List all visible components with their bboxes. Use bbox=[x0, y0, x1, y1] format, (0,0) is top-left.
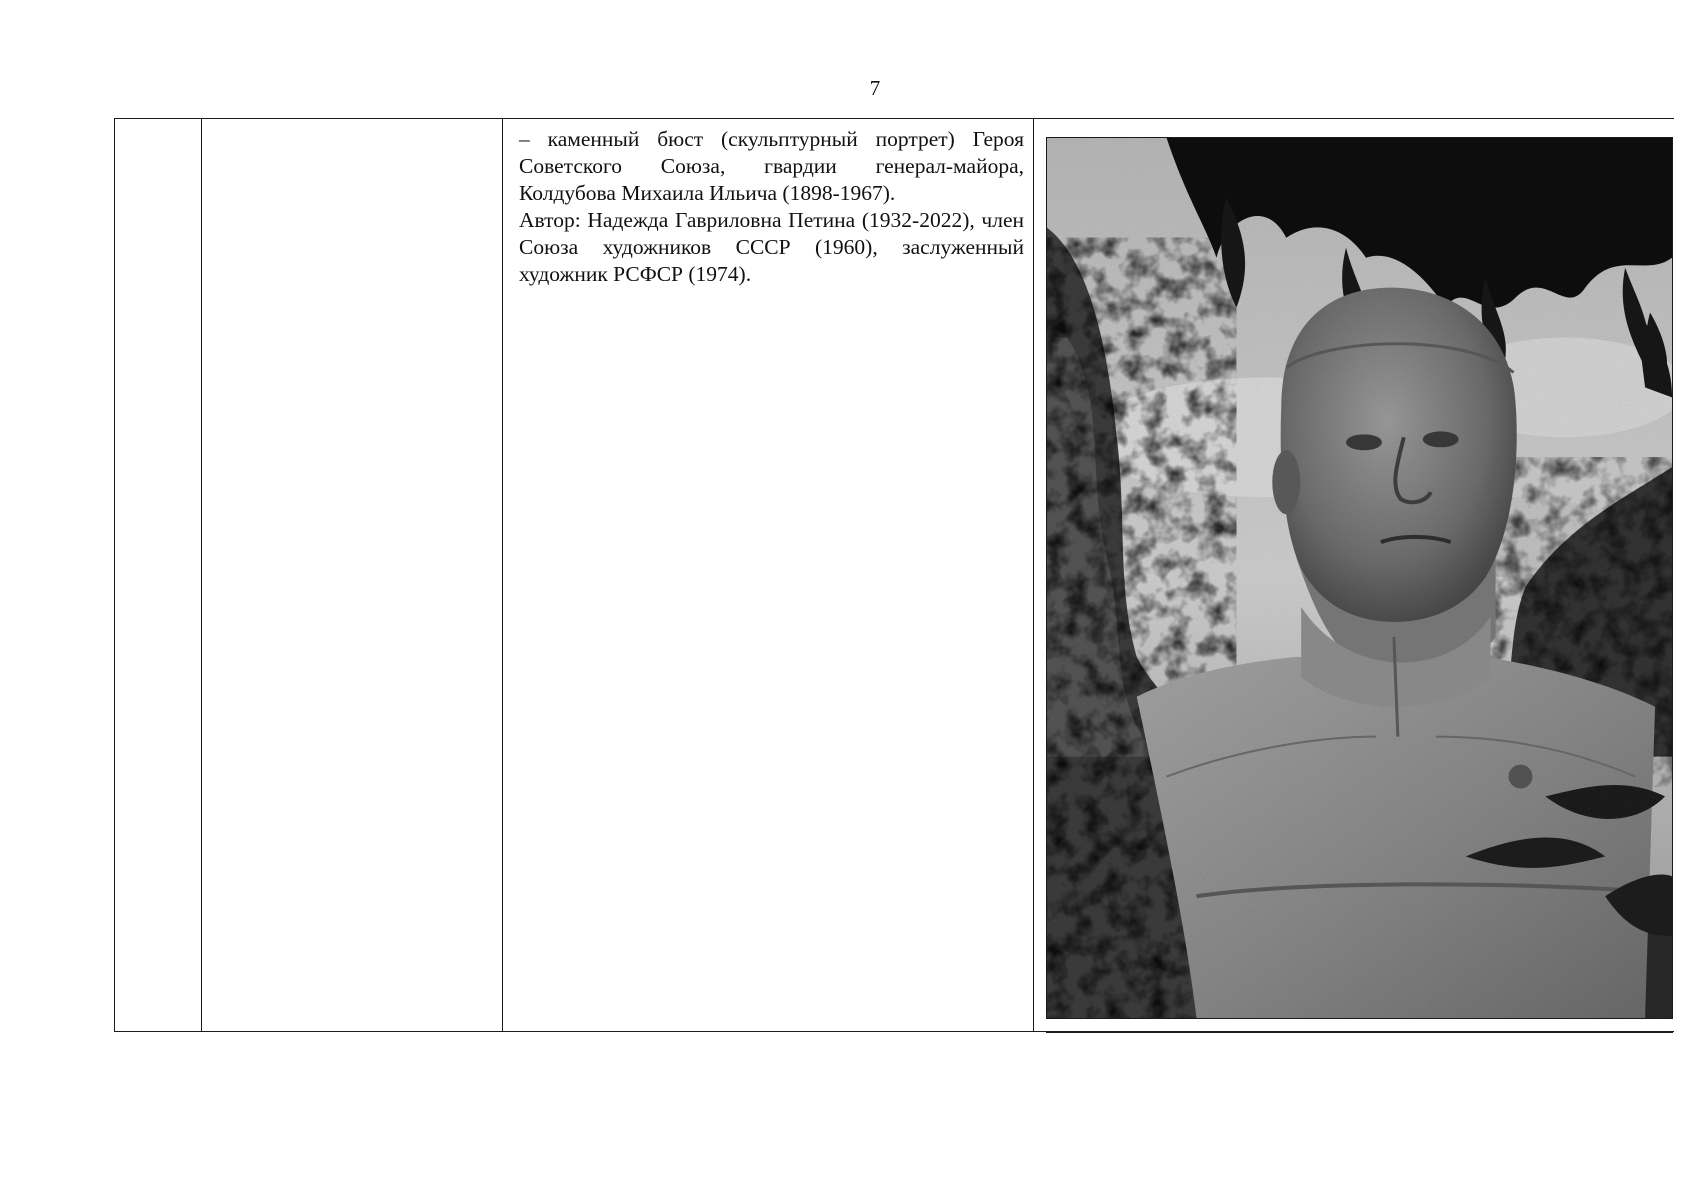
author-info: Автор: Надежда Гавриловна Петина (1932-2022), член Союза художников СССР (1960), заслуженный художник РСФСР (1974). bbox=[519, 208, 1024, 286]
column-divider bbox=[201, 119, 202, 1031]
page-number: 7 bbox=[869, 76, 881, 100]
photo-cell-bottom-border bbox=[1046, 1032, 1673, 1033]
bust-description: – каменный бюст (скульптурный портрет) Героя Советского Союза, гвардии генерал-майора, Колдубова Михаила Ильича (1898-1967). bbox=[519, 127, 1024, 205]
description-cell bbox=[519, 126, 1024, 288]
column-divider bbox=[1033, 119, 1034, 1031]
bust-photo-image bbox=[1047, 138, 1672, 1018]
bust-photo bbox=[1046, 137, 1673, 1019]
column-divider bbox=[502, 119, 503, 1031]
